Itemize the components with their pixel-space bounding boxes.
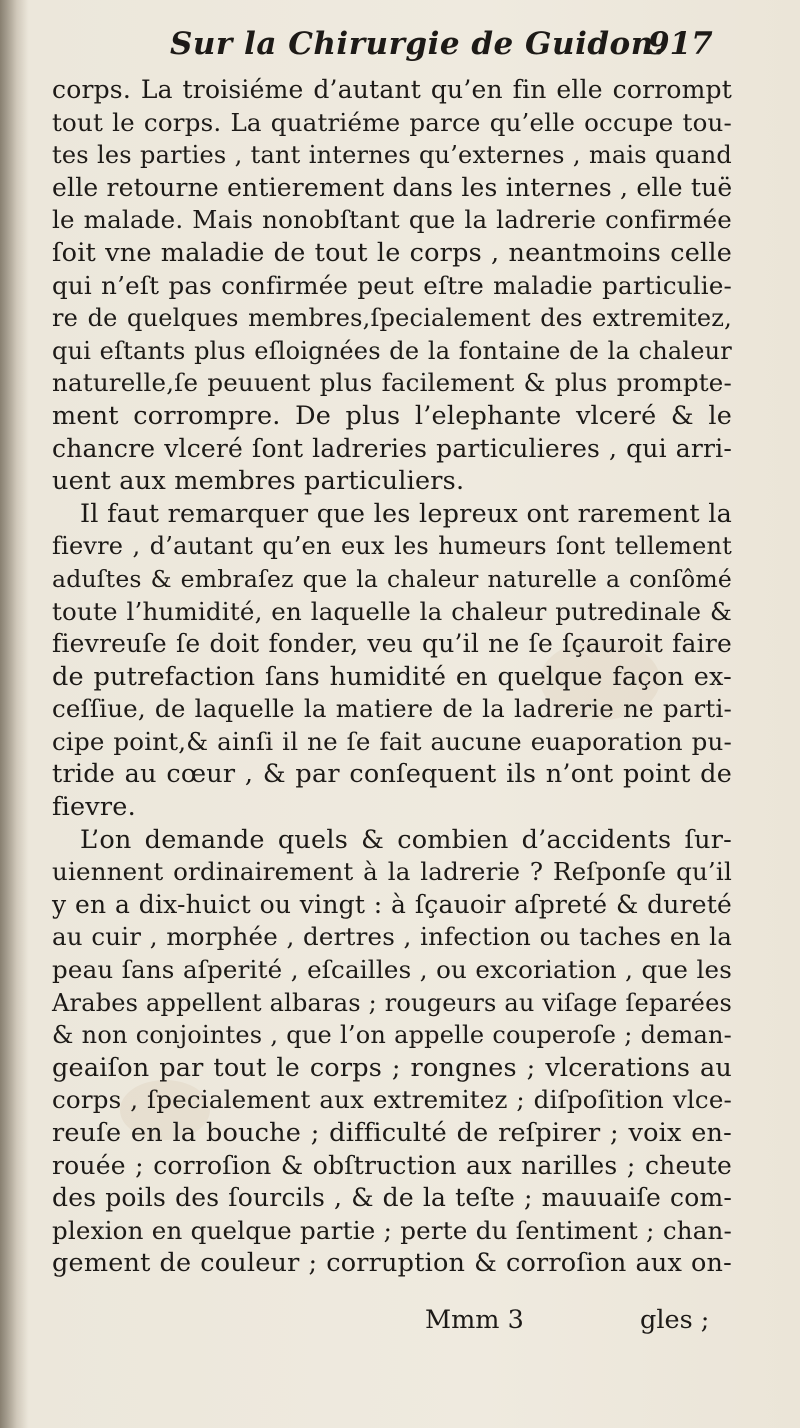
text-line: geaiſon par tout le corps ; rongnes ; vlcerations au <box>52 1052 732 1083</box>
text-line: tes les parties , tant internes qu’externes , mais quand <box>52 141 732 170</box>
text-line: des poils des ſourcils , & de la teſte ; mauuaiſe com- <box>52 1183 732 1213</box>
catchword: gles ; <box>640 1305 710 1335</box>
text-line: chancre vlceré ſont ladreries particulieres , qui arri- <box>52 433 732 463</box>
text-line: ſoit vne maladie de tout le corps , neantmoins celle <box>52 237 732 268</box>
signature-mark: Mmm 3 <box>425 1305 524 1335</box>
body-text <box>52 74 732 1280</box>
text-line: naturelle,ſe peuuent plus facilement & plus prompte- <box>52 368 732 398</box>
text-line: ment corrompre. De plus l’elephante vlceré & le <box>52 400 732 431</box>
text-line: aduſtes & embraſez que la chaleur naturelle a conſômé <box>52 564 732 593</box>
text-line: gement de couleur ; corruption & corroſion aux on- <box>52 1248 732 1279</box>
text-line: Il faut remarquer que les lepreux ont rarement la <box>80 498 732 529</box>
text-line: uiennent ordinairement à la ladrerie ? Reſponſe qu’il <box>52 857 732 887</box>
text-line: plexion en quelque partie ; perte du ſentiment ; chan- <box>52 1215 732 1245</box>
text-line: toute l’humidité, en laquelle la chaleur putredinale & <box>52 596 732 626</box>
text-line: rouée ; corroſion & obſtruction aux narilles ; cheute <box>52 1150 732 1180</box>
text-line: peau ſans aſperité , eſcailles , ou excoriation , que les <box>52 955 732 985</box>
text-line: y en a dix-huict ou vingt : à ſçauoir aſpreté & dureté <box>52 889 732 919</box>
page-number: 917 <box>648 26 713 62</box>
text-line: uent aux membres particuliers. <box>52 466 465 497</box>
binding-gutter-shadow <box>0 0 28 1428</box>
text-line: tride au cœur , & par conſequent ils n’ont point de <box>52 759 732 790</box>
text-line: ceſſiue, de laquelle la matiere de la ladrerie ne parti- <box>52 694 732 724</box>
running-head <box>0 22 800 72</box>
text-line: fievre , d’autant qu’en eux les humeurs ſont tellement <box>52 532 732 561</box>
text-line: re de quelques membres,ſpecialement des extremitez, <box>52 304 732 333</box>
text-line: qui n’eſt pas confirmée peut eſtre maladie particulie- <box>52 270 732 300</box>
text-line: L’on demande quels & combien d’accidents ſur- <box>80 824 732 855</box>
text-line: reuſe en la bouche ; difficulté de reſpirer ; voix en- <box>52 1118 732 1148</box>
text-line: tout le corps. La quatriéme parce qu’elle occupe tou- <box>52 107 732 137</box>
text-line: qui eſtants plus eſloignées de la fontaine de la chaleur <box>52 336 732 365</box>
text-line: corps. La troisiéme d’autant qu’en fin elle corrompt <box>52 75 732 104</box>
text-line: au cuir , morphée , dertres , infection ou taches en la <box>52 922 732 952</box>
text-line: cipe point,& ainſi il ne ſe fait aucune euaporation pu- <box>52 726 732 756</box>
page-footer <box>0 1305 800 1345</box>
text-line: elle retourne entierement dans les internes , elle tuë <box>52 172 733 202</box>
text-line: corps , ſpecialement aux extremitez ; diſpoſition vlce- <box>52 1085 732 1115</box>
text-line: de putrefaction ſans humidité en quelque façon ex- <box>52 661 732 692</box>
running-title: Sur la Chirurgie de Guidon. <box>170 26 666 62</box>
text-line: fievre. <box>52 792 136 823</box>
text-line: fievreuſe ſe doit fonder, veu qu’il ne ſe ſçauroit faire <box>52 629 732 659</box>
text-line: le malade. Mais nonobſtant que la ladrerie confirmée <box>52 205 732 235</box>
text-line: & non conjointes , que l’on appelle couperoſe ; deman- <box>52 1021 732 1050</box>
text-line: Arabes appellent albaras ; rougeurs au viſage ſeparées <box>52 988 732 1017</box>
